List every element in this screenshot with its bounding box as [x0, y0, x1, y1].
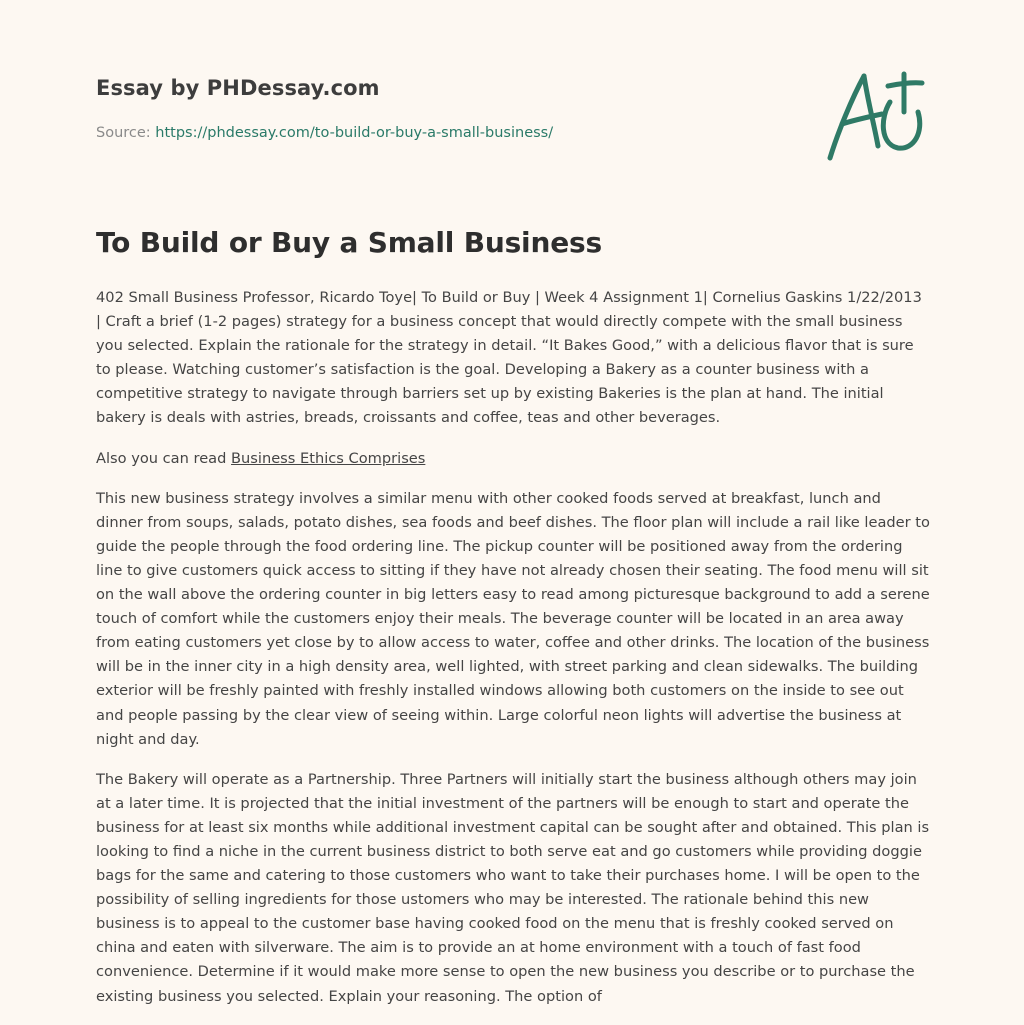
paragraph-1: 402 Small Business Professor, Ricardo Toye| To Build or Buy | Week 4 Assignment 1| Cornelius Gaskins 1/22/2013 | Craft a brief (1-2 pages) strategy for a business concept that would directly compete with the small business you selected. Explain the rationale for the strategy in detail. “It Bakes Good,” with a delicious flavor that is sure to please. Watching customer’s satisfaction is the goal. Developing a Bakery as a counter business with a competitive strategy to navigate through barriers set up by existing Bakeries is the plan at hand. The initial bakery is deals with astries, breads, croissants and coffee, teas and other beverages. — [96, 289, 922, 427]
also-read-prefix: Also you can read — [96, 449, 232, 467]
source-line — [96, 125, 796, 141]
source-link[interactable]: https://phdessay.com/to-build-or-buy-a-small-business/ — [155, 125, 554, 141]
paragraph-3: The Bakery will operate as a Partnership. Three Partners will initially start the business although others may join at a later time. It is projected that the initial investment of the partners will be enough to start and operate the business for at least six months while additional investment capital can be sought after and obtained. This plan is looking to find a niche in the current business district to both serve eat and go customers while providing doggie bags for the same and catering to those customers who want to take their purchases home. I will be open to the possibility of selling ingredients for those ustomers who may be interested. The rationale behind this new business is to appeal to the customer base having cooked food on the menu that is freshly cooked served on china and eaten with silverware. The aim is to provide an at home environment with a touch of fast food convenience. Determine if it would make more sense to open the new business you describe or to purchase the existing business you selected. Explain your reasoning. The option of — [96, 770, 930, 1005]
page-header — [96, 76, 796, 141]
site-title: Essay by PHDessay.com — [96, 76, 380, 100]
a-plus-logo-icon — [818, 62, 930, 166]
paragraph-2: This new business strategy involves a similar menu with other cooked foods served at breakfast, lunch and dinner from soups, salads, potato dishes, sea foods and beef dishes. The floor plan will include a rail like leader to guide the people through the food ordering line. The pickup counter will be positioned away from the ordering line to give customers quick access to sitting if they have not already chosen their seating. The food menu will sit on the wall above the ordering counter in big letters easy to read among picturesque background to add a serene touch of comfort while the customers enjoy their meals. The beverage counter will be located in an area away from eating customers yet close by to allow access to water, coffee and other drinks. The location of the business will be in the inner city in a high density area, well lighted, with street parking and clean sidewalks. The building exterior will be freshly painted with freshly installed windows allowing both customers on the inside to see out and people passing by the clear view of seeing within. Large colorful neon lights will advertise the business at night and day. — [96, 489, 930, 748]
source-label: Source: — [96, 125, 156, 141]
essay-title: To Build or Buy a Small Business — [96, 226, 602, 259]
also-read-line — [96, 447, 930, 471]
also-read-link[interactable]: Business Ethics Comprises — [231, 449, 426, 467]
essay-body — [96, 286, 930, 1025]
